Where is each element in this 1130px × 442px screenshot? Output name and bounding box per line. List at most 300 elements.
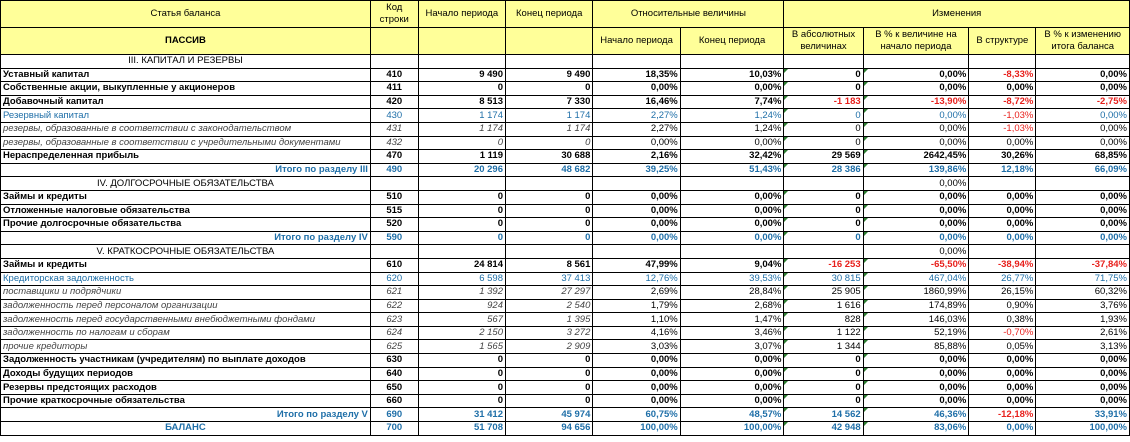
- table-row: [1, 408, 1130, 422]
- cell-code: 510: [370, 190, 418, 204]
- row-label: резервы, образованные в соответствии с учредительными документами: [1, 136, 371, 150]
- table-row: [1, 95, 1130, 109]
- cell-rel-start: 16,46%: [593, 95, 680, 109]
- cell-code: 640: [370, 367, 418, 381]
- row-label: Собственные акции, выкупленные у акционеров: [1, 82, 371, 96]
- table-row: [1, 313, 1130, 327]
- table-row: [1, 218, 1130, 232]
- row-label: Отложенные налоговые обязательства: [1, 204, 371, 218]
- header-article: Статья баланса: [1, 1, 371, 28]
- table-row: [1, 326, 1130, 340]
- cell-pct-start: [863, 55, 969, 69]
- table-row: [1, 204, 1130, 218]
- table-row: [1, 367, 1130, 381]
- table-row: [1, 109, 1130, 123]
- cell-struct: 0,00%: [969, 136, 1036, 150]
- cell-end: 1 395: [506, 313, 593, 327]
- row-label: Итого по разделу V: [1, 408, 371, 422]
- cell-pct-start: 146,03%: [863, 313, 969, 327]
- cell-pct-start: -13,90%: [863, 95, 969, 109]
- row-label: Добавочный капитал: [1, 95, 371, 109]
- cell-abs: 25 905: [784, 286, 863, 300]
- cell-abs: 0: [784, 82, 863, 96]
- cell-abs: 29 569: [784, 150, 863, 164]
- cell-rel-start: [593, 245, 680, 259]
- cell-pct-total: 0,00%: [1036, 68, 1130, 82]
- cell-rel-end: 0,00%: [680, 354, 784, 368]
- table-row: [1, 163, 1130, 177]
- cell-start: 1 392: [418, 286, 505, 300]
- cell-start: 1 174: [418, 122, 505, 136]
- cell-rel-start: 0,00%: [593, 190, 680, 204]
- cell-code: 590: [370, 231, 418, 245]
- cell-code: 490: [370, 163, 418, 177]
- cell-start: 2 150: [418, 326, 505, 340]
- cell-code: 622: [370, 299, 418, 313]
- cell-abs: 0: [784, 231, 863, 245]
- header-chg-abs: В абсолютных величинах: [784, 28, 863, 55]
- cell-rel-start: 47,99%: [593, 258, 680, 272]
- table-row: [1, 272, 1130, 286]
- cell-pct-start: 0,00%: [863, 68, 969, 82]
- cell-code: 620: [370, 272, 418, 286]
- cell-rel-end: 0,00%: [680, 367, 784, 381]
- cell-abs: 0: [784, 190, 863, 204]
- cell-abs: 28 386: [784, 163, 863, 177]
- cell-rel-start: 2,69%: [593, 286, 680, 300]
- cell-end: [506, 55, 593, 69]
- row-label: Резервы предстоящих расходов: [1, 381, 371, 395]
- cell-pct-total: -37,84%: [1036, 258, 1130, 272]
- cell-rel-start: 12,76%: [593, 272, 680, 286]
- table-row: [1, 190, 1130, 204]
- cell-rel-start: 0,00%: [593, 381, 680, 395]
- cell-pct-start: 0,00%: [863, 136, 969, 150]
- cell-abs: 0: [784, 394, 863, 408]
- row-label: IV. ДОЛГОСРОЧНЫЕ ОБЯЗАТЕЛЬСТВА: [1, 177, 371, 191]
- cell-abs: 0: [784, 218, 863, 232]
- cell-pct-total: 0,00%: [1036, 136, 1130, 150]
- row-label: задолженность по налогам и сборам: [1, 326, 371, 340]
- cell-end: 0: [506, 204, 593, 218]
- cell-code: 621: [370, 286, 418, 300]
- cell-rel-end: 0,00%: [680, 231, 784, 245]
- header-changes: Изменения: [784, 1, 1130, 28]
- table-row: [1, 340, 1130, 354]
- cell-rel-start: 0,00%: [593, 367, 680, 381]
- row-label: Прочие долгосрочные обязательства: [1, 218, 371, 232]
- cell-end: 2 540: [506, 299, 593, 313]
- cell-struct: 0,00%: [969, 394, 1036, 408]
- cell-start: 0: [418, 218, 505, 232]
- cell-end: 94 656: [506, 422, 593, 436]
- cell-start: 24 814: [418, 258, 505, 272]
- cell-pct-start: 0,00%: [863, 367, 969, 381]
- cell-end: 48 682: [506, 163, 593, 177]
- cell-pct-total: 3,76%: [1036, 299, 1130, 313]
- cell-code: [370, 245, 418, 259]
- cell-pct-total: 0,00%: [1036, 367, 1130, 381]
- cell-rel-start: 0,00%: [593, 136, 680, 150]
- cell-abs: 828: [784, 313, 863, 327]
- cell-pct-start: 0,00%: [863, 177, 969, 191]
- cell-start: 0: [418, 82, 505, 96]
- cell-rel-start: 2,27%: [593, 109, 680, 123]
- cell-end: 0: [506, 82, 593, 96]
- header-chg-structure: В структуре: [969, 28, 1036, 55]
- cell-rel-end: 32,42%: [680, 150, 784, 164]
- cell-abs: 30 815: [784, 272, 863, 286]
- cell-end: 27 297: [506, 286, 593, 300]
- cell-struct: 0,00%: [969, 367, 1036, 381]
- cell-rel-end: 39,53%: [680, 272, 784, 286]
- cell-pct-start: 174,89%: [863, 299, 969, 313]
- cell-rel-end: [680, 55, 784, 69]
- cell-pct-total: 66,09%: [1036, 163, 1130, 177]
- cell-abs: 0: [784, 367, 863, 381]
- cell-abs: 14 562: [784, 408, 863, 422]
- cell-struct: -12,18%: [969, 408, 1036, 422]
- cell-struct: 0,00%: [969, 354, 1036, 368]
- cell-pct-total: -2,75%: [1036, 95, 1130, 109]
- cell-rel-start: 4,16%: [593, 326, 680, 340]
- row-label: прочие кредиторы: [1, 340, 371, 354]
- cell-pct-start: 1860,99%: [863, 286, 969, 300]
- cell-code: 660: [370, 394, 418, 408]
- cell-rel-start: [593, 177, 680, 191]
- cell-start: 0: [418, 367, 505, 381]
- cell-pct-total: 0,00%: [1036, 218, 1130, 232]
- cell-pct-start: 0,00%: [863, 381, 969, 395]
- cell-start: 0: [418, 136, 505, 150]
- cell-end: [506, 177, 593, 191]
- cell-rel-start: 0,00%: [593, 354, 680, 368]
- cell-rel-end: 0,00%: [680, 190, 784, 204]
- cell-rel-start: 39,25%: [593, 163, 680, 177]
- header-empty-end: [506, 28, 593, 55]
- cell-rel-end: 9,04%: [680, 258, 784, 272]
- cell-abs: 1 616: [784, 299, 863, 313]
- cell-rel-end: 0,00%: [680, 218, 784, 232]
- table-row: [1, 381, 1130, 395]
- cell-rel-start: 0,00%: [593, 204, 680, 218]
- cell-abs: 0: [784, 68, 863, 82]
- cell-start: 0: [418, 354, 505, 368]
- cell-rel-start: 18,35%: [593, 68, 680, 82]
- cell-pct-total: 0,00%: [1036, 204, 1130, 218]
- cell-abs: 42 948: [784, 422, 863, 436]
- table-row: [1, 394, 1130, 408]
- cell-pct-total: 0,00%: [1036, 109, 1130, 123]
- cell-pct-total: [1036, 177, 1130, 191]
- header-empty-start: [418, 28, 505, 55]
- table-row: [1, 150, 1130, 164]
- cell-struct: 0,00%: [969, 204, 1036, 218]
- cell-start: 1 565: [418, 340, 505, 354]
- cell-rel-start: 3,03%: [593, 340, 680, 354]
- section-row: [1, 55, 1130, 69]
- cell-end: 1 174: [506, 122, 593, 136]
- header-end: Конец периода: [506, 1, 593, 28]
- cell-pct-start: 0,00%: [863, 245, 969, 259]
- cell-rel-start: 1,10%: [593, 313, 680, 327]
- cell-struct: 0,00%: [969, 218, 1036, 232]
- cell-abs: -1 183: [784, 95, 863, 109]
- cell-abs: [784, 55, 863, 69]
- row-label: Доходы будущих периодов: [1, 367, 371, 381]
- cell-code: 520: [370, 218, 418, 232]
- cell-pct-start: 0,00%: [863, 218, 969, 232]
- header-passiv: ПАССИВ: [1, 28, 371, 55]
- table-row: [1, 82, 1130, 96]
- cell-rel-end: 0,00%: [680, 136, 784, 150]
- section-row: [1, 245, 1130, 259]
- cell-start: 51 708: [418, 422, 505, 436]
- cell-rel-start: 0,00%: [593, 231, 680, 245]
- table-body: [1, 55, 1130, 436]
- cell-pct-start: 0,00%: [863, 109, 969, 123]
- cell-rel-end: 3,07%: [680, 340, 784, 354]
- cell-struct: -38,94%: [969, 258, 1036, 272]
- row-label: Займы и кредиты: [1, 258, 371, 272]
- cell-struct: 30,26%: [969, 150, 1036, 164]
- cell-struct: 0,00%: [969, 422, 1036, 436]
- cell-struct: 0,00%: [969, 381, 1036, 395]
- row-label: Задолженность участникам (учредителям) по выплате доходов: [1, 354, 371, 368]
- cell-start: 8 513: [418, 95, 505, 109]
- cell-start: [418, 245, 505, 259]
- header-relative: Относительные величины: [593, 1, 784, 28]
- cell-rel-end: 51,43%: [680, 163, 784, 177]
- cell-pct-start: 52,19%: [863, 326, 969, 340]
- row-label: Займы и кредиты: [1, 190, 371, 204]
- cell-struct: 12,18%: [969, 163, 1036, 177]
- cell-pct-total: 60,32%: [1036, 286, 1130, 300]
- cell-rel-end: 100,00%: [680, 422, 784, 436]
- cell-struct: 26,77%: [969, 272, 1036, 286]
- row-label: III. КАПИТАЛ И РЕЗЕРВЫ: [1, 55, 371, 69]
- cell-pct-start: 0,00%: [863, 204, 969, 218]
- cell-pct-start: 139,86%: [863, 163, 969, 177]
- row-label: резервы, образованные в соответствии с законодательством: [1, 122, 371, 136]
- cell-pct-start: 85,88%: [863, 340, 969, 354]
- row-label: Итого по разделу III: [1, 163, 371, 177]
- cell-code: 515: [370, 204, 418, 218]
- cell-start: 1 119: [418, 150, 505, 164]
- cell-end: [506, 245, 593, 259]
- cell-pct-start: 0,00%: [863, 82, 969, 96]
- cell-struct: -1,03%: [969, 109, 1036, 123]
- table-row: [1, 136, 1130, 150]
- cell-code: 624: [370, 326, 418, 340]
- cell-code: 420: [370, 95, 418, 109]
- cell-start: 0: [418, 381, 505, 395]
- cell-end: 0: [506, 231, 593, 245]
- cell-code: 410: [370, 68, 418, 82]
- cell-rel-start: 0,00%: [593, 82, 680, 96]
- cell-pct-start: 83,06%: [863, 422, 969, 436]
- row-label: Уставный капитал: [1, 68, 371, 82]
- cell-rel-end: 1,24%: [680, 109, 784, 123]
- cell-start: 567: [418, 313, 505, 327]
- cell-pct-total: 2,61%: [1036, 326, 1130, 340]
- cell-struct: -8,72%: [969, 95, 1036, 109]
- cell-struct: -1,03%: [969, 122, 1036, 136]
- cell-start: 31 412: [418, 408, 505, 422]
- cell-abs: 0: [784, 381, 863, 395]
- cell-pct-total: 33,91%: [1036, 408, 1130, 422]
- cell-end: 2 909: [506, 340, 593, 354]
- table-row: [1, 299, 1130, 313]
- cell-rel-end: 0,00%: [680, 204, 784, 218]
- cell-pct-total: 71,75%: [1036, 272, 1130, 286]
- cell-struct: [969, 55, 1036, 69]
- cell-rel-end: [680, 177, 784, 191]
- cell-abs: [784, 177, 863, 191]
- cell-pct-total: 68,85%: [1036, 150, 1130, 164]
- cell-struct: 0,38%: [969, 313, 1036, 327]
- cell-pct-start: 0,00%: [863, 354, 969, 368]
- cell-pct-start: 0,00%: [863, 394, 969, 408]
- cell-pct-total: 0,00%: [1036, 354, 1130, 368]
- cell-pct-start: -65,50%: [863, 258, 969, 272]
- cell-rel-start: 0,00%: [593, 394, 680, 408]
- table-row: [1, 286, 1130, 300]
- cell-start: 0: [418, 190, 505, 204]
- cell-pct-start: 467,04%: [863, 272, 969, 286]
- cell-rel-end: 0,00%: [680, 82, 784, 96]
- row-label: задолженность перед государственными внебюджетными фондами: [1, 313, 371, 327]
- cell-abs: 0: [784, 122, 863, 136]
- cell-start: 924: [418, 299, 505, 313]
- cell-pct-total: 100,00%: [1036, 422, 1130, 436]
- row-label: V. КРАТКОСРОЧНЫЕ ОБЯЗАТЕЛЬСТВА: [1, 245, 371, 259]
- cell-end: 0: [506, 190, 593, 204]
- cell-rel-start: 0,00%: [593, 218, 680, 232]
- table-row: [1, 231, 1130, 245]
- cell-code: 625: [370, 340, 418, 354]
- row-label: Резервный капитал: [1, 109, 371, 123]
- cell-start: 9 490: [418, 68, 505, 82]
- cell-pct-total: 0,00%: [1036, 394, 1130, 408]
- cell-struct: [969, 177, 1036, 191]
- cell-end: 0: [506, 394, 593, 408]
- cell-code: 411: [370, 82, 418, 96]
- cell-pct-total: 3,13%: [1036, 340, 1130, 354]
- cell-code: 610: [370, 258, 418, 272]
- cell-start: 0: [418, 394, 505, 408]
- row-label: Нераспределенная прибыль: [1, 150, 371, 164]
- header-empty-code: [370, 28, 418, 55]
- cell-pct-total: [1036, 245, 1130, 259]
- cell-code: 623: [370, 313, 418, 327]
- cell-struct: 0,00%: [969, 190, 1036, 204]
- cell-abs: 0: [784, 354, 863, 368]
- section-row: [1, 177, 1130, 191]
- row-label: поставщики и подрядчики: [1, 286, 371, 300]
- cell-struct: 0,00%: [969, 82, 1036, 96]
- cell-abs: 0: [784, 136, 863, 150]
- cell-pct-total: 0,00%: [1036, 82, 1130, 96]
- cell-rel-end: [680, 245, 784, 259]
- cell-pct-total: 0,00%: [1036, 381, 1130, 395]
- header-code: Код строки: [370, 1, 418, 28]
- header-chg-pct-start: В % к величине на начало периода: [863, 28, 969, 55]
- cell-struct: -8,33%: [969, 68, 1036, 82]
- cell-rel-end: 3,46%: [680, 326, 784, 340]
- cell-code: 431: [370, 122, 418, 136]
- cell-pct-start: 46,36%: [863, 408, 969, 422]
- cell-end: 45 974: [506, 408, 593, 422]
- cell-struct: 0,05%: [969, 340, 1036, 354]
- cell-rel-start: [593, 55, 680, 69]
- cell-abs: [784, 245, 863, 259]
- cell-pct-total: 0,00%: [1036, 190, 1130, 204]
- cell-end: 1 174: [506, 109, 593, 123]
- header-start: Начало периода: [418, 1, 505, 28]
- cell-code: [370, 55, 418, 69]
- row-label: Итого по разделу IV: [1, 231, 371, 245]
- cell-start: 6 598: [418, 272, 505, 286]
- row-label: Прочие краткосрочные обязательства: [1, 394, 371, 408]
- cell-code: 700: [370, 422, 418, 436]
- cell-code: 470: [370, 150, 418, 164]
- table-row: [1, 68, 1130, 82]
- cell-pct-total: 0,00%: [1036, 231, 1130, 245]
- cell-rel-end: 1,47%: [680, 313, 784, 327]
- cell-rel-start: 2,27%: [593, 122, 680, 136]
- cell-abs: 0: [784, 204, 863, 218]
- header-rel-end: Конец периода: [680, 28, 784, 55]
- cell-end: 0: [506, 381, 593, 395]
- cell-abs: -16 253: [784, 258, 863, 272]
- cell-end: 0: [506, 354, 593, 368]
- cell-struct: -0,70%: [969, 326, 1036, 340]
- cell-code: [370, 177, 418, 191]
- cell-rel-start: 2,16%: [593, 150, 680, 164]
- cell-end: 0: [506, 218, 593, 232]
- cell-struct: 0,00%: [969, 231, 1036, 245]
- cell-rel-end: 10,03%: [680, 68, 784, 82]
- header-chg-pct-total: В % к изменению итога баланса: [1036, 28, 1130, 55]
- row-label: задолженность перед персоналом организации: [1, 299, 371, 313]
- cell-rel-end: 28,84%: [680, 286, 784, 300]
- cell-rel-end: 0,00%: [680, 381, 784, 395]
- table-row: [1, 122, 1130, 136]
- table-row: [1, 354, 1130, 368]
- cell-end: 8 561: [506, 258, 593, 272]
- cell-rel-end: 7,74%: [680, 95, 784, 109]
- cell-end: 37 413: [506, 272, 593, 286]
- cell-end: 30 688: [506, 150, 593, 164]
- cell-rel-end: 0,00%: [680, 394, 784, 408]
- cell-struct: 26,15%: [969, 286, 1036, 300]
- cell-abs: 1 122: [784, 326, 863, 340]
- cell-code: 430: [370, 109, 418, 123]
- cell-pct-total: 1,93%: [1036, 313, 1130, 327]
- cell-code: 650: [370, 381, 418, 395]
- cell-pct-start: 0,00%: [863, 190, 969, 204]
- cell-start: [418, 55, 505, 69]
- table-row: [1, 422, 1130, 436]
- cell-start: 0: [418, 231, 505, 245]
- cell-end: 0: [506, 367, 593, 381]
- table-row: [1, 258, 1130, 272]
- cell-start: 0: [418, 204, 505, 218]
- cell-end: 9 490: [506, 68, 593, 82]
- cell-rel-start: 60,75%: [593, 408, 680, 422]
- cell-end: 0: [506, 136, 593, 150]
